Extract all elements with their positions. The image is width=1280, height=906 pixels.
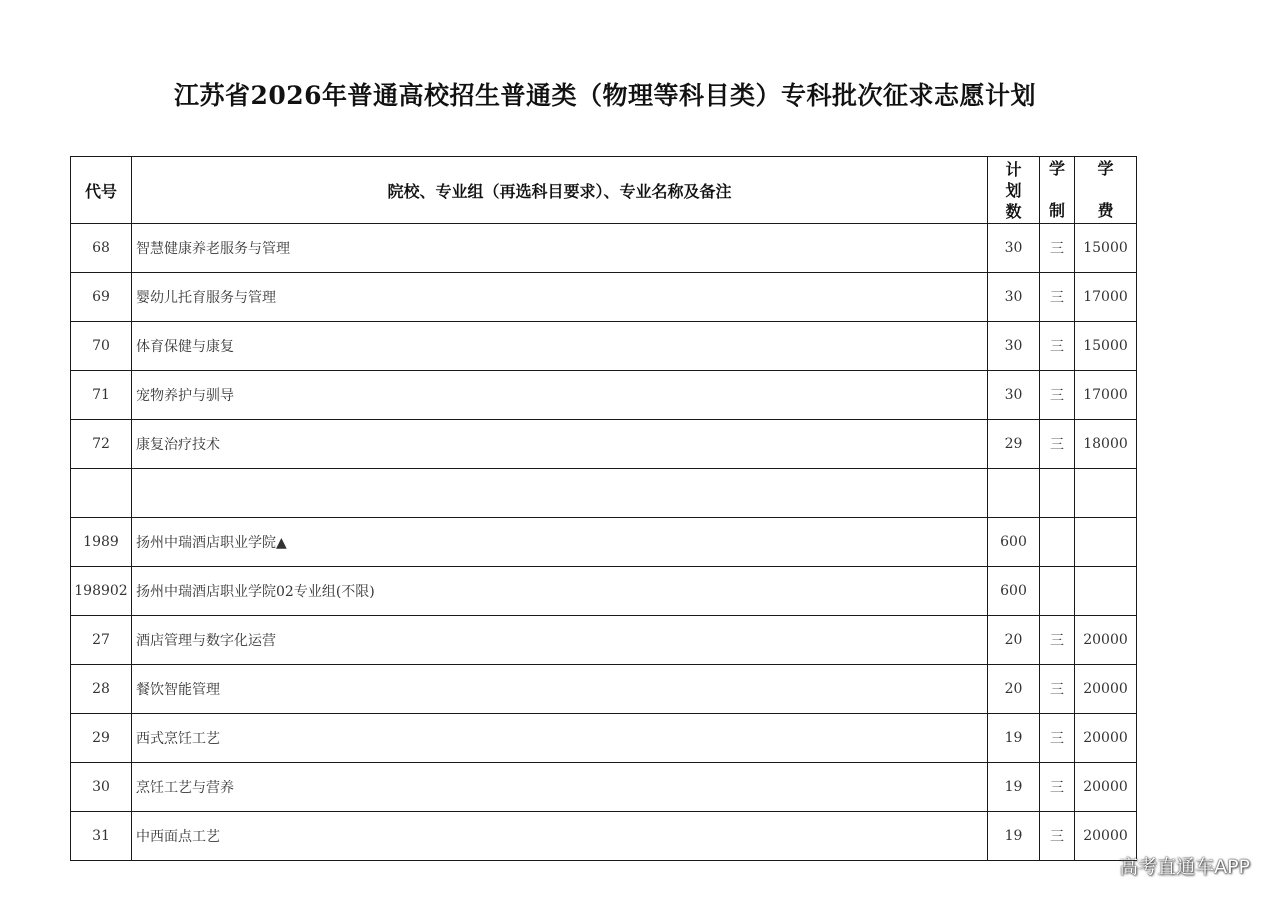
table-row [71,714,1137,763]
cell-fee: 15000 [1075,322,1137,371]
table-row [71,224,1137,273]
cell-code: 29 [71,714,132,763]
cell-code: 71 [71,371,132,420]
cell-plan: 19 [988,763,1040,812]
watermark: 高考直通车APP [1119,856,1250,878]
cell-name: 扬州中瑞酒店职业学院02专业组(不限) [132,567,988,616]
header-fee [1075,157,1137,224]
cell-plan: 29 [988,420,1040,469]
table-row-empty [71,469,1137,518]
cell-duration: 三 [1040,714,1075,763]
cell-code: 28 [71,665,132,714]
cell-plan: 19 [988,714,1040,763]
cell-duration: 三 [1040,812,1075,861]
cell-plan [988,469,1040,518]
header-duration-char: 制 [1048,201,1065,220]
cell-code: 31 [71,812,132,861]
cell-name: 康复治疗技术 [132,420,988,469]
cell-duration: 三 [1040,763,1075,812]
cell-fee [1075,518,1137,567]
table-row [71,616,1137,665]
header-name: 院校、专业组（再选科目要求）、专业名称及备注 [132,157,988,224]
header-plan-char: 划 [1005,180,1022,200]
cell-plan: 600 [988,518,1040,567]
cell-duration: 三 [1040,616,1075,665]
cell-name: 中西面点工艺 [132,812,988,861]
cell-duration [1040,469,1075,518]
cell-code: 30 [71,763,132,812]
table-row [71,763,1137,812]
cell-code: 68 [71,224,132,273]
cell-code: 27 [71,616,132,665]
cell-fee: 20000 [1075,714,1137,763]
table-row-group [71,567,1137,616]
cell-fee: 20000 [1075,812,1137,861]
cell-code: 70 [71,322,132,371]
cell-name: 烹饪工艺与营养 [132,763,988,812]
cell-plan: 19 [988,812,1040,861]
cell-name: 体育保健与康复 [132,322,988,371]
cell-duration: 三 [1040,665,1075,714]
cell-name: 婴幼儿托育服务与管理 [132,273,988,322]
cell-plan: 30 [988,224,1040,273]
cell-fee: 20000 [1075,763,1137,812]
cell-name: 智慧健康养老服务与管理 [132,224,988,273]
cell-fee: 17000 [1075,371,1137,420]
cell-duration [1040,567,1075,616]
cell-duration: 三 [1040,224,1075,273]
cell-duration: 三 [1040,322,1075,371]
cell-code [71,469,132,518]
cell-name: 扬州中瑞酒店职业学院▲ [132,518,988,567]
cell-fee: 18000 [1075,420,1137,469]
table-row [71,665,1137,714]
table-row [71,420,1137,469]
cell-code: 69 [71,273,132,322]
cell-fee [1075,469,1137,518]
enrollment-plan-table [70,156,1137,861]
cell-plan: 30 [988,322,1040,371]
cell-name: 酒店管理与数字化运营 [132,616,988,665]
table-header-row [71,157,1137,224]
cell-duration: 三 [1040,420,1075,469]
table-row [71,273,1137,322]
table-row [71,812,1137,861]
cell-fee: 20000 [1075,616,1137,665]
header-duration [1040,157,1075,224]
cell-code: 72 [71,420,132,469]
page-title: 江苏省2026年普通高校招生普通类（物理等科目类）专科批次征求志愿计划 [173,81,1037,110]
cell-duration: 三 [1040,371,1075,420]
cell-plan: 30 [988,273,1040,322]
cell-plan: 30 [988,371,1040,420]
cell-name [132,469,988,518]
cell-plan: 20 [988,616,1040,665]
header-duration-char: 学 [1048,159,1065,178]
cell-name: 宠物养护与驯导 [132,371,988,420]
cell-code: 198902 [71,567,132,616]
table-row-school [71,518,1137,567]
cell-fee: 20000 [1075,665,1137,714]
cell-name: 西式烹饪工艺 [132,714,988,763]
table-row [71,371,1137,420]
cell-duration: 三 [1040,273,1075,322]
cell-plan: 600 [988,567,1040,616]
header-plan [988,157,1040,224]
cell-code: 1989 [71,518,132,567]
table-row [71,322,1137,371]
cell-fee [1075,567,1137,616]
cell-duration [1040,518,1075,567]
cell-plan: 20 [988,665,1040,714]
header-code: 代号 [71,157,132,224]
cell-name: 餐饮智能管理 [132,665,988,714]
header-fee-char: 学 [1097,159,1114,178]
header-plan-char: 计 [1005,159,1022,179]
cell-fee: 17000 [1075,273,1137,322]
header-plan-char: 数 [1005,201,1022,221]
header-fee-char: 费 [1097,201,1114,220]
cell-fee: 15000 [1075,224,1137,273]
